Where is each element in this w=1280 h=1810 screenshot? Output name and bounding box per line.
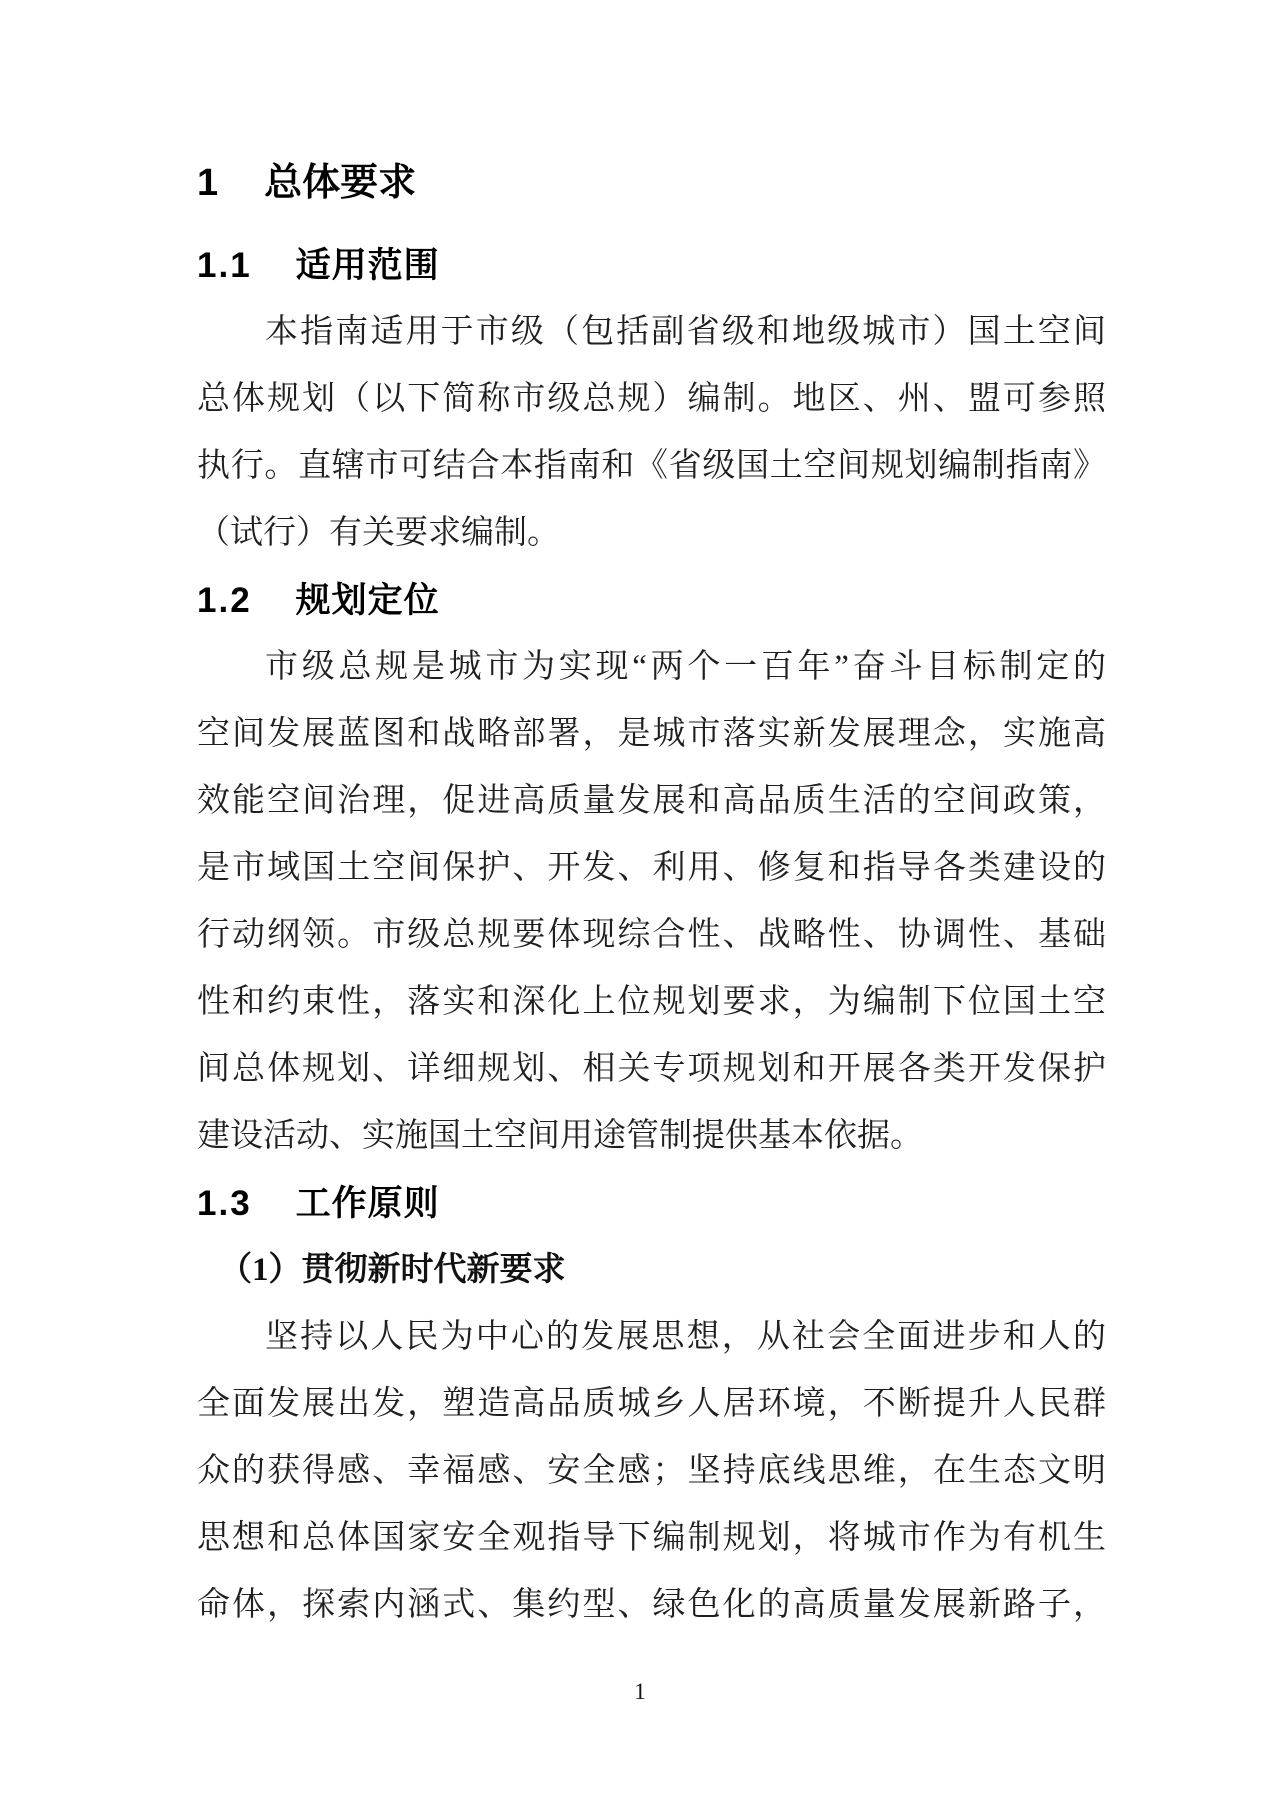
text-line: 命体，探索内涵式、集约型、绿色化的高质量发展新路子， — [197, 1587, 1106, 1623]
text-line: 坚持以人民为中心的发展思想，从社会全面进步和人的 — [265, 1319, 1106, 1355]
section-1-1-heading — [197, 232, 1106, 299]
section-1-1-title: 适用范围 — [295, 246, 440, 285]
principle-1-heading: （1）贯彻新时代新要求 — [219, 1252, 566, 1288]
scope-paragraph — [197, 299, 1106, 567]
text-line: 众的获得感、幸福感、安全感；坚持底线思维，在生态文明 — [197, 1453, 1106, 1489]
text-line: 市级总规是城市为实现“两个一百年”奋斗目标制定的 — [265, 649, 1106, 685]
text-line: 间总体规划、详细规划、相关专项规划和开展各类开发保护 — [197, 1051, 1106, 1087]
text-line: 空间发展蓝图和战略部署，是城市落实新发展理念，实施高 — [197, 716, 1106, 752]
text-line: 行动纲领。市级总规要体现综合性、战略性、协调性、基础 — [197, 917, 1106, 953]
text-line: 效能空间治理，促进高质量发展和高品质生活的空间政策， — [197, 783, 1106, 819]
text-line: （试行）有关要求编制。 — [197, 515, 560, 551]
text-line: 总体规划（以下简称市级总规）编制。地区、州、盟可参照 — [197, 381, 1106, 417]
text-line: 执行。直辖市可结合本指南和《省级国土空间规划编制指南》 — [197, 448, 1106, 484]
section-1-2-number: 1.2 — [197, 581, 252, 620]
section-1-3-number: 1.3 — [197, 1184, 252, 1223]
section-1-2-heading — [197, 567, 1106, 634]
text-line: 思想和总体国家安全观指导下编制规划，将城市作为有机生 — [197, 1520, 1106, 1556]
section-1-1-number: 1.1 — [197, 246, 252, 285]
section-1-heading — [197, 150, 1106, 217]
text-line: 全面发展出发，塑造高品质城乡人居环境，不断提升人民群 — [197, 1386, 1106, 1422]
text-line: 本指南适用于市级（包括副省级和地级城市）国土空间 — [265, 314, 1106, 350]
text-line: 是市域国土空间保护、开发、利用、修复和指导各类建设的 — [197, 850, 1106, 886]
section-1-2-title: 规划定位 — [295, 581, 440, 620]
positioning-paragraph — [197, 634, 1106, 1170]
page-number: 1 — [634, 1679, 646, 1704]
section-1-3-title: 工作原则 — [295, 1184, 440, 1223]
text-line: 建设活动、实施国土空间用途管制提供基本依据。 — [197, 1118, 923, 1154]
text-line: 性和约束性，落实和深化上位规划要求，为编制下位国土空 — [197, 984, 1106, 1020]
section-1-title: 总体要求 — [264, 162, 417, 204]
section-1-3-heading — [197, 1170, 1106, 1237]
section-1-number: 1 — [197, 162, 219, 204]
principle-1-paragraph — [197, 1304, 1106, 1639]
